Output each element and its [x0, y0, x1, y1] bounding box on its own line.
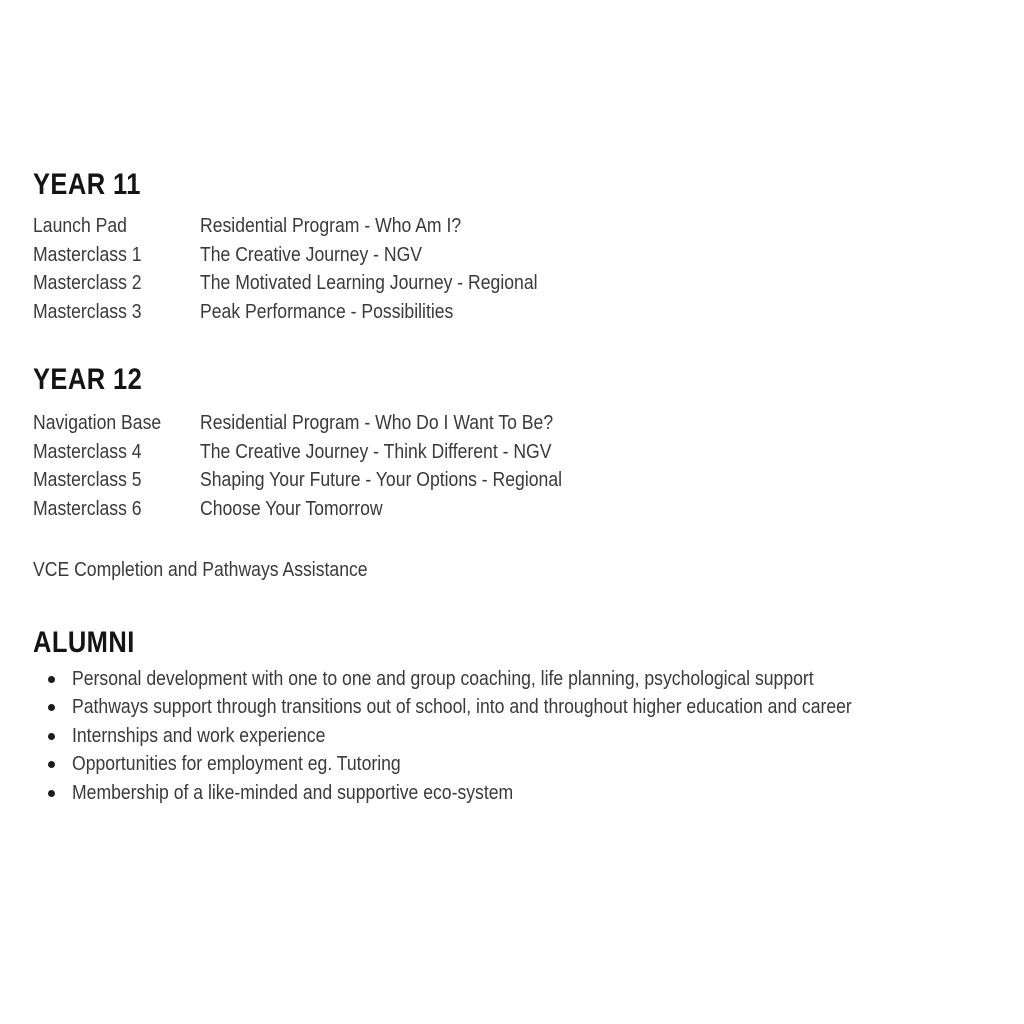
- bullet-text: Membership of a like-minded and supportive eco-system: [72, 781, 514, 804]
- list-item: [33, 750, 1004, 779]
- program-label-text: Navigation Base: [33, 412, 162, 434]
- year-12-program-list: [33, 409, 1004, 523]
- year-11-heading-text: YEAR 11: [33, 168, 141, 201]
- program-label: [33, 269, 200, 298]
- alumni-heading-text: ALUMNI: [33, 625, 135, 659]
- program-label-text: Masterclass 5: [33, 469, 142, 491]
- bullet-text: Personal development with one to one and group coaching, life planning, psychological support: [72, 667, 814, 690]
- program-label-text: Masterclass 6: [33, 497, 142, 520]
- bullet-icon: [48, 733, 55, 740]
- program-row: [33, 212, 1004, 241]
- program-label: [33, 409, 200, 438]
- program-row: [33, 438, 1004, 467]
- bullet-text: Opportunities for employment eg. Tutoring: [72, 753, 401, 775]
- program-description-text: Shaping Your Future - Your Options - Regional: [200, 469, 563, 491]
- program-description: [200, 466, 1004, 495]
- year-12-heading-text: YEAR 12: [33, 363, 143, 396]
- bullet-icon: [48, 676, 55, 683]
- section-year-12: [33, 365, 1004, 523]
- bullet-icon: [48, 761, 55, 768]
- program-row: [33, 269, 1004, 298]
- year-12-heading: [33, 365, 1004, 395]
- program-description-text: Peak Performance - Possibilities: [200, 300, 454, 323]
- section-year-11: [33, 170, 1004, 326]
- program-label-text: Launch Pad: [33, 215, 127, 237]
- bullet-text: Internships and work experience: [72, 724, 326, 747]
- program-description-text: Residential Program - Who Am I?: [200, 215, 462, 237]
- program-row: [33, 409, 1004, 438]
- program-row: [33, 495, 1004, 524]
- program-label-text: Masterclass 3: [33, 300, 142, 323]
- list-item: [33, 665, 1004, 694]
- year-11-program-list: [33, 212, 1004, 326]
- program-description: [200, 212, 1004, 241]
- list-item: [33, 722, 1004, 751]
- alumni-bullet-list: [33, 665, 1004, 808]
- bullet-text: Pathways support through transitions out of school, into and throughout higher education and career: [72, 696, 852, 718]
- program-description-text: Residential Program - Who Do I Want To Be?: [200, 412, 554, 434]
- program-description: [200, 241, 1004, 270]
- program-label: [33, 466, 200, 495]
- bullet-icon: [48, 790, 55, 797]
- vce-note-text: VCE Completion and Pathways Assistance: [33, 559, 368, 581]
- vce-note-line: [33, 556, 1004, 585]
- program-label-text: Masterclass 2: [33, 272, 142, 294]
- program-description-text: The Creative Journey - Think Different - NGV: [200, 440, 552, 463]
- program-label: [33, 241, 200, 270]
- program-description: [200, 269, 1004, 298]
- program-description-text: Choose Your Tomorrow: [200, 497, 383, 520]
- program-label: [33, 495, 200, 524]
- program-description: [200, 438, 1004, 467]
- alumni-heading: [33, 625, 1004, 659]
- program-label: [33, 212, 200, 241]
- program-description: [200, 495, 1004, 524]
- program-row: [33, 466, 1004, 495]
- program-label: [33, 298, 200, 327]
- program-description: [200, 409, 1004, 438]
- program-label-text: Masterclass 4: [33, 440, 142, 463]
- program-row: [33, 241, 1004, 270]
- program-description-text: The Creative Journey - NGV: [200, 243, 423, 266]
- section-alumni: [33, 625, 1004, 808]
- bullet-icon: [48, 704, 55, 711]
- list-item: [33, 693, 1004, 722]
- program-label-text: Masterclass 1: [33, 243, 142, 266]
- program-description: [200, 298, 1004, 327]
- program-label: [33, 438, 200, 467]
- year-11-heading: [33, 170, 1004, 200]
- program-description-text: The Motivated Learning Journey - Regional: [200, 272, 538, 294]
- list-item: [33, 779, 1004, 808]
- program-row: [33, 298, 1004, 327]
